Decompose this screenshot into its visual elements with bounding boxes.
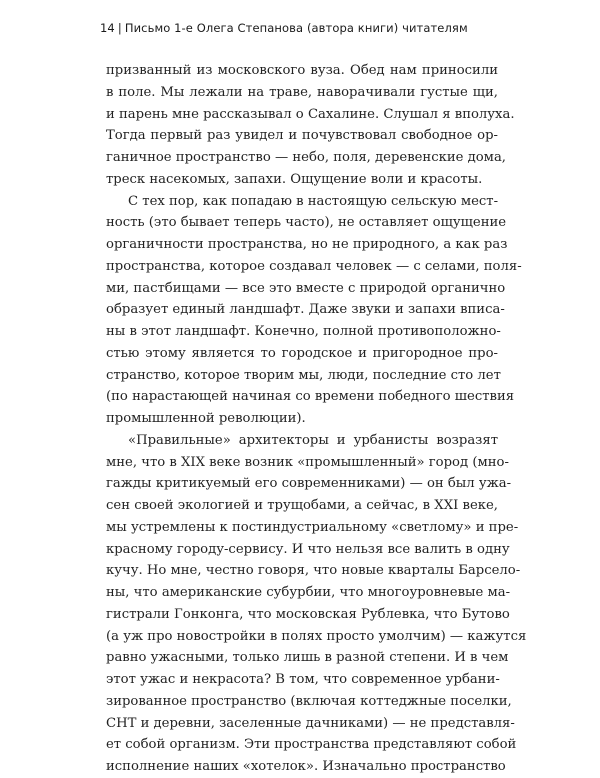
text-line: (по нарастающей начиная со времени победного шествия [106, 389, 515, 405]
text-line: ганичное пространство — небо, поля, деревенские дома, [106, 150, 506, 165]
text-line: «Правильные» архитекторы и урбанисты возразят [128, 432, 498, 448]
text-line: Тогда первый раз увидел и почувствовал свободное ор- [106, 128, 498, 144]
running-head [100, 21, 468, 35]
text-line: треск насекомых, запахи. Ощущение воли и красоты. [106, 171, 483, 187]
text-line: гажды критикуемый его современниками) — он был ужа- [106, 476, 512, 492]
text-line: гистрали Гонконга, что московская Рублевка, что Бутово [106, 606, 510, 622]
paragraph [106, 191, 522, 430]
text-line: исполнение наших «хотелок». Изначально пространство [106, 759, 506, 774]
text-line: ми, пастбищами — все это вместе с природой органично [106, 280, 506, 296]
text-line: стью этому является то городское и пригородное про- [106, 345, 498, 361]
text-line: странство, которое творим мы, люди, последние сто лет [106, 367, 501, 383]
text-line: ны в этот ландшафт. Конечно, полной противоположно- [106, 324, 501, 339]
header-separator: | [117, 21, 122, 35]
text-line: этот ужас и некрасота? В том, что современное урбани- [106, 672, 500, 687]
text-line: кучу. Но мне, честно говоря, что новые кварталы Барсело- [106, 563, 521, 579]
text-line: органичности пространства, но не природного, а как раз [106, 237, 508, 252]
text-line: пространства, которое создавал человек — с селами, поля- [106, 258, 522, 274]
text-line: мы устремлены к постиндустриальному «светлому» и пре- [106, 519, 519, 535]
text-line: сен своей экологией и трущобами, а сейчас, в XXI веке, [106, 498, 498, 513]
body-text [106, 60, 527, 778]
paragraph [106, 430, 527, 778]
text-line: промышленной революции). [106, 411, 306, 426]
running-head-title: Письмо 1-е Олега Степанова (автора книги) читателям [124, 21, 468, 35]
text-line: призванный из московского вуза. Обед нам приносили [106, 63, 498, 78]
text-line: зированное пространство (включая коттеджные поселки, [106, 693, 512, 709]
paragraph [106, 60, 515, 191]
text-line: мне, что в XIX веке возник «промышленный» город (мно- [106, 454, 509, 470]
text-line: СНТ и деревни, заселенные дачниками) — не представля- [106, 715, 515, 731]
text-line: равно ужасными, только лишь в разной степени. И в чем [106, 650, 509, 666]
text-line: С тех пор, как попадаю в настоящую сельскую мест- [128, 193, 499, 209]
text-line: в поле. Мы лежали на траве, наворачивали густые щи, [106, 84, 498, 100]
text-line: ет собой организм. Эти пространства представляют собой [106, 737, 517, 753]
text-line: и парень мне рассказывал о Сахалине. Слушал я вполуха. [106, 106, 515, 122]
text-line: красному городу-сервису. И что нельзя все валить в одну [106, 541, 510, 557]
text-line: ность (это бывает теперь часто), не оставляет ощущение [106, 215, 507, 231]
text-line: (а уж про новостройки в полях просто умолчим) — кажутся [106, 628, 527, 644]
text-line: образует единый ландшафт. Даже звуки и запахи вписа- [106, 302, 505, 318]
text-line: ны, что американские субурбии, что многоуровневые ма- [106, 585, 511, 600]
page-number: 14 [100, 21, 115, 35]
